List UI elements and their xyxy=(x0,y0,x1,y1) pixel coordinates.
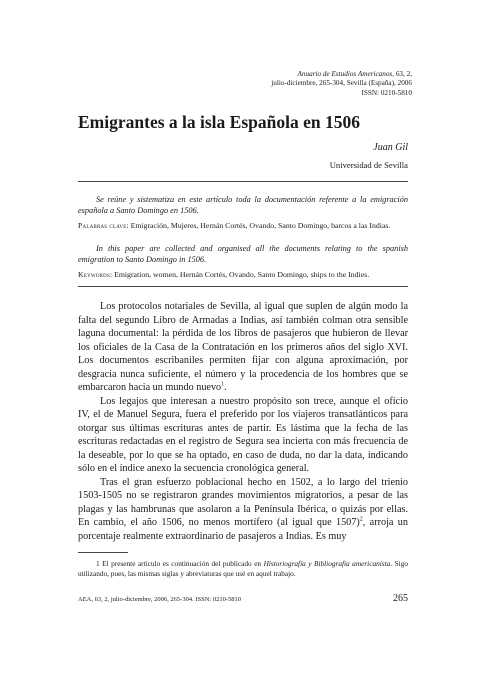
journal-name: Anuario de Estudios Americanos xyxy=(297,70,393,78)
keywords-spanish-text: : Emigración, Mujeres, Hernán Cortés, Ovando, Santo Domingo, barcos a las Indias. xyxy=(126,221,391,230)
page-footer: AEA, 63, 2, julio-diciembre, 2006, 265-304. ISSN: 0210-5810 xyxy=(78,596,242,603)
journal-issue-line: julio-diciembre, 265-304, Sevilla (España), 2006 xyxy=(271,79,412,88)
publication-info xyxy=(152,70,412,98)
author-name: Juan Gil xyxy=(373,142,408,153)
keywords-english-text: : Emigration, women, Hernán Cortés, Ovando, Santo Domingo, ships to the Indies. xyxy=(109,270,370,279)
journal-volume: , 63, 2, xyxy=(392,70,412,78)
journal-issn: ISSN: 0210-5810 xyxy=(361,88,412,97)
keywords-english xyxy=(78,269,408,280)
keywords-spanish-label: Palabras clave xyxy=(78,221,127,230)
paragraph-end: . xyxy=(224,382,227,393)
footnote-ref-2: 2 xyxy=(359,516,363,523)
article-body xyxy=(78,300,408,543)
abstract-top-rule xyxy=(78,181,408,182)
abstract-bottom-rule xyxy=(78,286,408,287)
paragraph-end: , arroja un porcentaje realmente extraordinario de pasajeros a Indias. Es muy xyxy=(78,517,408,542)
article-title: Emigrantes a la isla Española en 1506 xyxy=(78,112,360,132)
keywords-english-label: Keywords xyxy=(78,270,110,279)
footnote-text-end: . Sigo utilizando, pues, las mismas siglas y abreviaturas que usé en aquel trabajo. xyxy=(78,559,408,578)
keywords-spanish xyxy=(78,220,408,231)
abstract-english: In this paper are collected and organised all the documents relating to the spanish emigration to Santo Domingo in 1506. xyxy=(78,244,408,264)
body-paragraph xyxy=(78,476,408,544)
abstract-spanish: Se reúne y sistematiza en este artículo toda la documentación referente a la emigración española a Santo Domingo en 1506. xyxy=(78,195,408,215)
body-paragraph: Los legajos que interesan a nuestro propósito son trece, aunque el oficio IV, el de Manuel Segura, fuera el preferido por los viajeros transatlánticos para otorgar sus últimas escrituras antes de partir. Es lástima que la fecha de las escrituras redactadas en el registro de Segura sea incierta con más frecuencia de la deseable, por lo que se ha optado, en caso de duda, no dar la data, indicando sólo en el índice anexo la secuencia cronológica general. xyxy=(78,395,408,474)
footnote-ref-1: 1 xyxy=(221,381,225,388)
footnote xyxy=(78,559,408,579)
author-affiliation: Universidad de Sevilla xyxy=(329,160,408,170)
body-paragraph xyxy=(78,300,408,395)
paragraph-text: Los protocolos notariales de Sevilla, al igual que suplen de algún modo la falta del segundo Libro de Armadas a Indias, así también colman otra sensible laguna documental: la pérdida de los libros de pasajeros que hubieron de llevar los oficiales de la Casa de la Contratación en los primeros años del siglo XVI. Los documentos escribaniles permiten fijar con alguna aproximación, por desgracia nunca suficiente, el número y la procedencia de los hombres que se embarcaron hacia un mundo nuevo xyxy=(78,301,408,393)
paragraph-text: Tras el gran esfuerzo poblacional hecho en 1502, a lo largo del trienio 1503-1505 no se registraron grandes movimientos migratorios, a pesar de las plagas y las hambrunas que asolaron a la Península Ibérica, o quizás por ellas. En cambio, el año 1506, no menos mortífero (al igual que 1507) xyxy=(78,476,408,528)
footnote-reference: Historiografía y Bibliografía americanista xyxy=(263,559,391,568)
abstract-block xyxy=(78,194,408,292)
footnote-rule xyxy=(78,552,128,553)
footnote-text: 1 El presente artículo es continuación del publicado en xyxy=(96,559,264,568)
page-number: 265 xyxy=(393,593,408,604)
